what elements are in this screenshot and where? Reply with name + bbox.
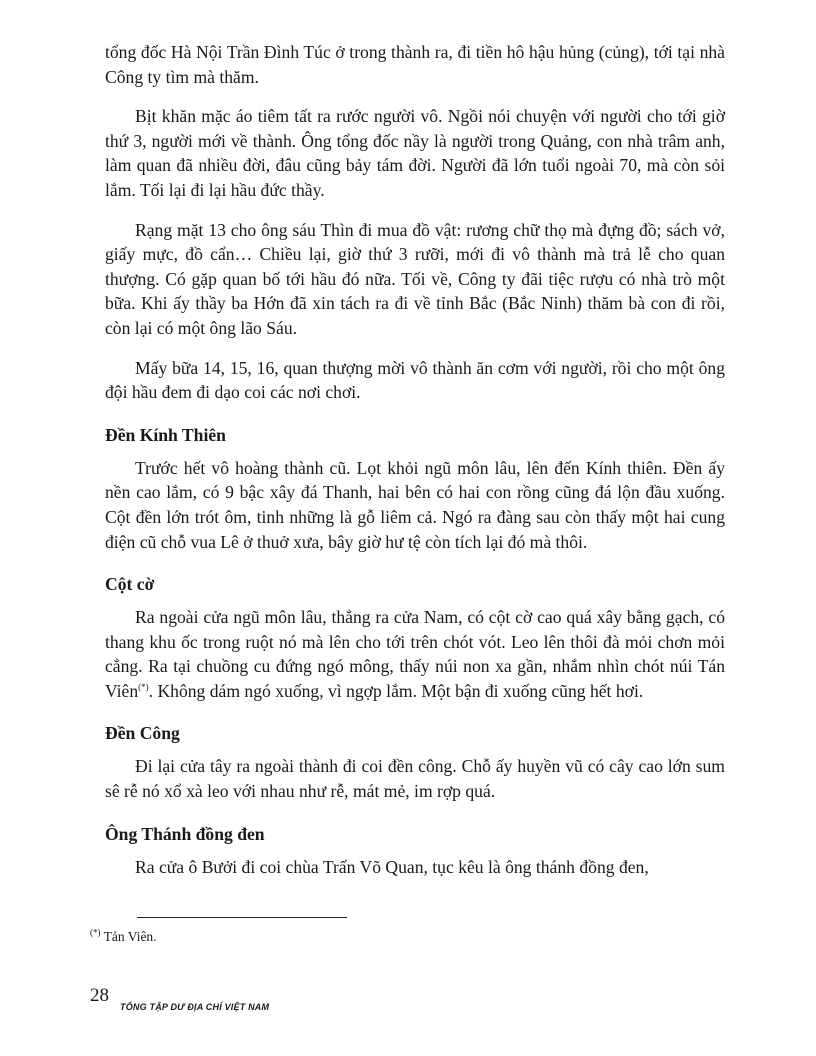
- paragraph: tổng đốc Hà Nội Trần Đình Túc ở trong thành ra, đi tiền hô hậu hủng (củng), tới tại nhà Công ty tìm mà thăm.: [105, 42, 725, 87]
- paragraph-text: . Không dám ngó xuống, vì ngợp lắm. Một bận đi xuống cũng hết hơi.: [148, 680, 644, 701]
- section-heading: Cột cờ: [105, 574, 155, 595]
- footnote-divider: [137, 917, 347, 918]
- paragraph: Mấy bữa 14, 15, 16, quan thượng mời vô thành ăn cơm với người, rồi cho một ông đội hầu đem đi dạo coi các nơi chơi.: [105, 357, 725, 403]
- footnote-mark: (*): [90, 927, 101, 938]
- section-paragraph: Đi lại cửa tây ra ngoài thành đi coi đền công. Chỗ ấy huyền vũ có cây cao lớn sum sê rễ nó xổ xà leo với nhau như rễ, mát mẻ, im rợp quá.: [105, 756, 725, 802]
- paragraph: Bịt khăn mặc áo tiêm tất ra rước người vô. Ngồi nói chuyện với người cho tới giờ thứ 3, người mới về thành. Ông tổng đốc nầy là người trong Quảng, con nhà trâm anh, làm quan đã nhiều đời, đâu cũng bảy tám đời. Người đã lớn tuổi ngoài 70, mà còn sỏi lắm. Tối lại đi lại hầu đức thầy.: [105, 106, 725, 200]
- running-footer-title: TỔNG TẬP DƯ ĐỊA CHÍ VIỆT NAM: [120, 1002, 270, 1012]
- footnote: [90, 928, 157, 946]
- footnote-reference[interactable]: (*): [138, 682, 149, 693]
- section-heading: Đền Kính Thiên: [105, 424, 226, 445]
- paragraph-text: Ra ngoài cửa ngũ môn lâu, thẳng ra cửa Nam, có cột cờ cao quá xây bằng gạch, có thang khu ốc trong ruột nó mà lên cho tới trên chót vót. Leo lên thôi đà mỏi chơn mỏi cẳng. Ra tại chuồng cu đứng ngó mông, thấy núi non xa gần, nhắm nhìn chót núi Tán Viên: [105, 607, 725, 701]
- paragraph: Rạng mặt 13 cho ông sáu Thìn đi mua đồ vật: rương chữ thọ mà đựng đồ; sách vở, giấy mực, đồ cẩn… Chiều lại, giờ thứ 3 rưỡi, mới đi vô thành mà trả lễ cho quan thượng. Có gặp quan bố tới hầu đó nữa. Tối về, Công ty đãi tiệc rượu có nhà trò một bữa. Khi ấy thầy ba Hớn đã xin tách ra đi về tỉnh Bắc (Bắc Ninh) thăm bà con đi rồi, còn lại có một ông lão Sáu.: [105, 219, 725, 338]
- section-heading: Đền Công: [105, 723, 180, 744]
- page-body: [105, 40, 725, 879]
- section-paragraph: Ra cửa ô Bưởi đi coi chùa Trấn Võ Quan, tục kêu là ông thánh đồng đen,: [135, 856, 649, 877]
- section-heading: Ông Thánh đồng đen: [105, 823, 265, 844]
- page-number: 28: [90, 985, 109, 1006]
- section-paragraph: Trước hết vô hoàng thành cũ. Lọt khỏi ngũ môn lâu, lên đến Kính thiên. Đền ấy nền cao lắm, có 9 bậc xây đá Thanh, hai bên có hai con rồng cũng đá lộn đầu xuống. Cột đền lớn trót ôm, tinh những là gỗ liêm cả. Ngó ra đàng sau còn thấy một hai cung điện cũ chỗ vua Lê ở thuở xưa, bây giờ hư tệ còn tích lại đó mà thôi.: [105, 457, 725, 552]
- section-paragraph: [105, 605, 725, 703]
- footnote-text: Tản Viên.: [100, 929, 157, 944]
